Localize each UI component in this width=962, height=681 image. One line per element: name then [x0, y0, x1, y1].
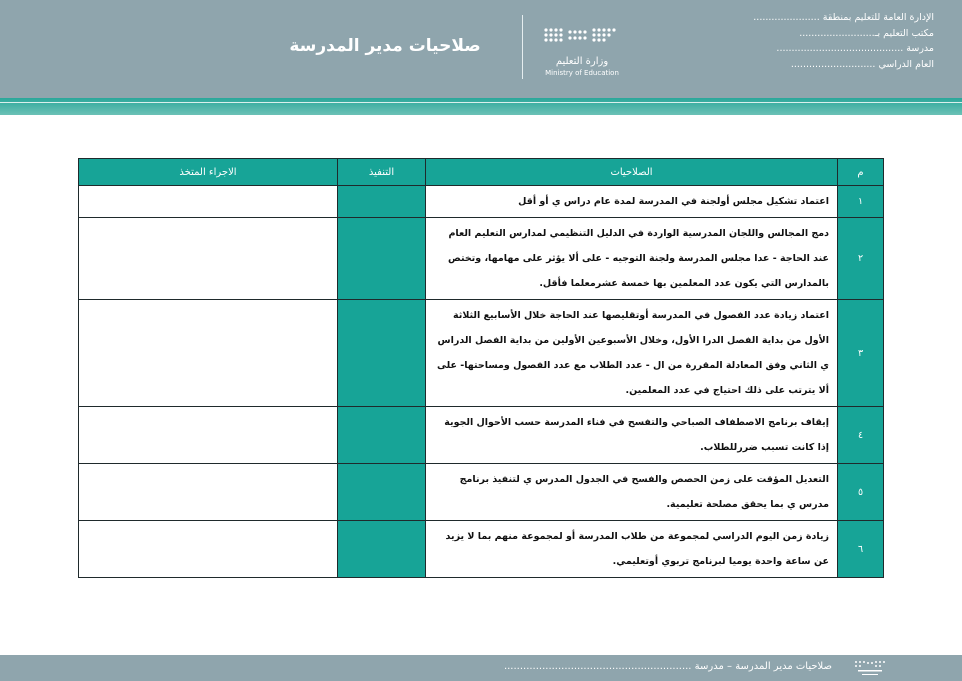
- permissions-table: [78, 158, 884, 578]
- row-number: ٣: [838, 300, 884, 407]
- row-number: ٥: [838, 464, 884, 521]
- permission-text: زيادة زمن اليوم الدراسي لمجموعة من طلاب المدرسة أو لمجموعة منهم بما لا يزيد عن ساعة واحدة يوميا لبرنامج تربوي أوتعليمي.: [426, 521, 838, 578]
- permission-text: اعتماد زيادة عدد الفصول في المدرسة أوتقليصها عند الحاجة خلال الأسابيع الثلاثة الأول من بداية الفصل الدرا الأول، وخلال الأسبوعين الأولين من بداية الفصل الدراس ي الثاني وفق المعادلة المقررة من ال - عدد الطلاب مع عدد الفصول ومساحتها- على ألا يترتب على ذلك احتياج في عدد المعلمين.: [426, 300, 838, 407]
- dots-logo-icon: [540, 24, 620, 56]
- table-row: [79, 407, 884, 464]
- header-accent-stripe: [0, 98, 962, 115]
- action-cell[interactable]: [79, 186, 338, 218]
- table-header-row: [79, 159, 884, 186]
- header-permissions: الصلاحيات: [426, 159, 838, 186]
- row-number: ٦: [838, 521, 884, 578]
- permission-text: التعديل المؤقت على زمن الحصص والفسح في الجدول المدرس ي لتنفيذ برنامج مدرس ي بما يحقق مصلحة تعليمية.: [426, 464, 838, 521]
- page-title: صلاحيات مدير المدرسة: [289, 36, 481, 56]
- header-execution: التنفيذ: [338, 159, 426, 186]
- permission-text: إيقاف برنامج الاصطفاف الصباحي والتفسح في فناء المدرسة حسب الأحوال الجوية إذا كانت تسبب ضررللطلاب.: [426, 407, 838, 464]
- info-line-school: مدرسة ..........................................: [776, 43, 934, 54]
- execution-cell[interactable]: [338, 407, 426, 464]
- table-row: [79, 186, 884, 218]
- execution-cell[interactable]: [338, 464, 426, 521]
- action-cell[interactable]: [79, 407, 338, 464]
- execution-cell[interactable]: [338, 218, 426, 300]
- action-cell[interactable]: [79, 218, 338, 300]
- execution-cell[interactable]: [338, 521, 426, 578]
- header-num: م: [838, 159, 884, 186]
- logo-arabic-text: وزارة التعليم: [555, 56, 609, 67]
- school-info: [734, 10, 934, 72]
- footer-bar: [0, 655, 962, 681]
- table-row: [79, 464, 884, 521]
- table-row: [79, 300, 884, 407]
- header-action: الاجراء المتخذ: [79, 159, 338, 186]
- action-cell[interactable]: [79, 464, 338, 521]
- footer-logo-icon: [852, 658, 888, 678]
- row-number: ٤: [838, 407, 884, 464]
- logo-english-text: Ministry of Education: [545, 69, 619, 77]
- row-number: ١: [838, 186, 884, 218]
- ministry-logo: [540, 24, 630, 84]
- permission-text: دمج المجالس واللجان المدرسية الواردة في الدليل التنظيمي لمدارس التعليم العام عند الحاجة - عدا مجلس المدرسة ولجنة التوجيه - على ألا يؤثر على مهامها، وتختص بالمدارس التي يكون عدد المعلمين بها خمسة عشرمعلما فأقل.: [426, 218, 838, 300]
- action-cell[interactable]: [79, 521, 338, 578]
- execution-cell[interactable]: [338, 186, 426, 218]
- header-divider: [522, 15, 523, 79]
- header-bar: [0, 0, 962, 98]
- info-line-office: مكتب التعليم بـ.........................: [799, 27, 934, 39]
- footer-text: صلاحيات مدير المدرسة – مدرسة ...........................................................: [503, 661, 832, 672]
- action-cell[interactable]: [79, 300, 338, 407]
- execution-cell[interactable]: [338, 300, 426, 407]
- permission-text: اعتماد تشكيل مجلس أولجنة في المدرسة لمدة عام دراس ي أو أقل: [426, 186, 838, 218]
- table-row: [79, 218, 884, 300]
- info-line-year: العام الدراسي ............................: [790, 58, 934, 70]
- info-line-region: الإدارة العامة للتعليم بمنطقة ......................: [753, 12, 934, 23]
- table-row: [79, 521, 884, 578]
- row-number: ٢: [838, 218, 884, 300]
